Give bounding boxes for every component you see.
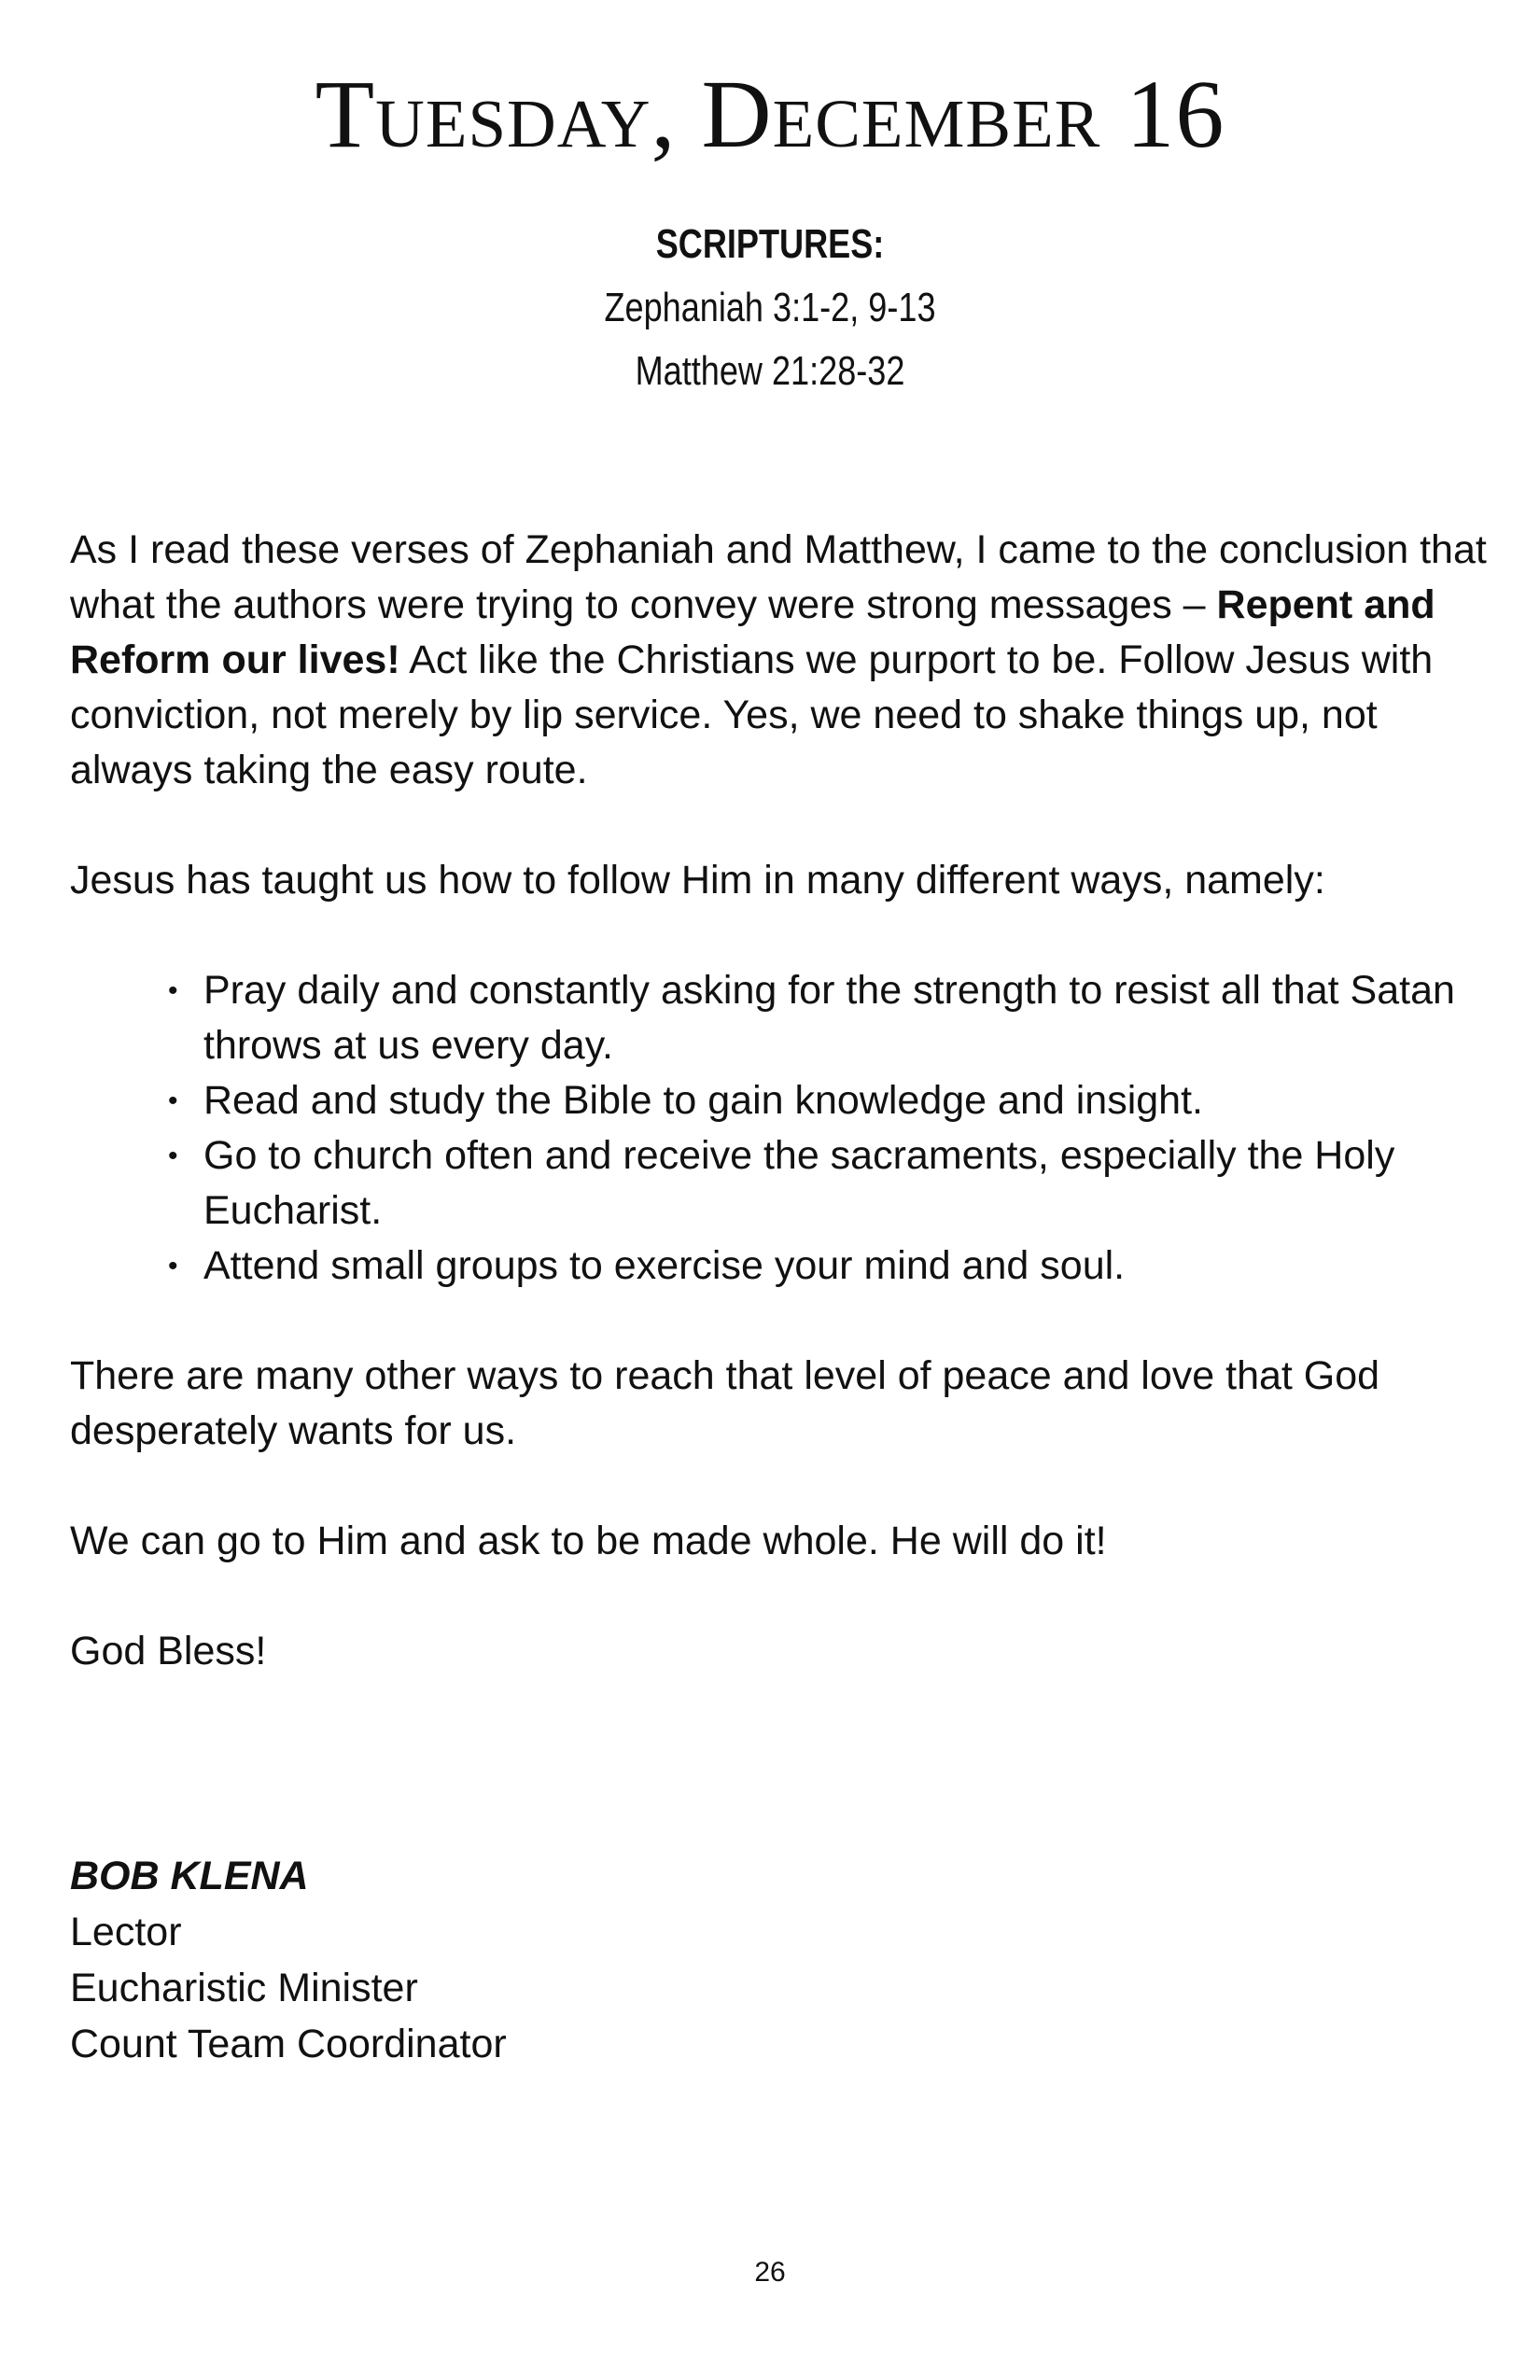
bullet-icon: • bbox=[168, 1141, 178, 1171]
page-title: Tuesday, December 16 bbox=[315, 61, 1225, 168]
list-item bbox=[168, 1239, 1489, 1294]
scripture-reference: Zephaniah 3:1-2, 9-13 bbox=[604, 285, 936, 330]
page-number: 26 bbox=[754, 2257, 786, 2288]
author-signature bbox=[70, 1848, 1489, 2072]
ways-list bbox=[70, 963, 1489, 1294]
author-role: Eucharistic Minister bbox=[70, 1966, 418, 2010]
bullet-icon: • bbox=[168, 1251, 178, 1281]
list-item-text: Pray daily and constantly asking for the strength to resist all that Satan throws at us every day. bbox=[203, 968, 1455, 1068]
author-name: BOB KLENA bbox=[70, 1854, 309, 1898]
closing-blessing: God Bless! bbox=[70, 1629, 267, 1673]
bullet-icon: • bbox=[168, 975, 178, 1006]
list-item bbox=[168, 1128, 1489, 1239]
paragraph-ways-intro: Jesus has taught us how to follow Him in many different ways, namely: bbox=[70, 858, 1325, 903]
list-item-text: Read and study the Bible to gain knowledge and insight. bbox=[203, 1078, 1203, 1123]
paragraph-made-whole: We can go to Him and ask to be made whole. He will do it! bbox=[70, 1519, 1107, 1563]
intro-text: As I read these verses of Zephaniah and Matthew, I came to the conclusion that what the authors were trying to convey were strong messages – bbox=[70, 527, 1487, 627]
list-item-text: Go to church often and receive the sacraments, especially the Holy Eucharist. bbox=[203, 1133, 1395, 1233]
paragraph-intro bbox=[70, 523, 1489, 798]
scriptures-heading: SCRIPTURES: bbox=[655, 221, 885, 267]
intro-text-continued: Act like the Christians we purport to be. Follow Jesus with conviction, not merely by lip service. Yes, we need to shake things up, not always taking the easy route. bbox=[70, 637, 1434, 792]
list-item-text: Attend small groups to exercise your mind and soul. bbox=[203, 1243, 1126, 1288]
author-role: Count Team Coordinator bbox=[70, 2022, 507, 2066]
author-role: Lector bbox=[70, 1910, 182, 1954]
paragraph-other-ways: There are many other ways to reach that level of peace and love that God desperately wants for us. bbox=[70, 1353, 1380, 1453]
emphasis-text: Repent and Reform our lives! bbox=[70, 582, 1435, 682]
list-item bbox=[168, 963, 1489, 1073]
scriptures-block bbox=[0, 213, 1540, 403]
bullet-icon: • bbox=[168, 1085, 178, 1116]
list-item bbox=[168, 1073, 1489, 1128]
reflection-body bbox=[70, 523, 1489, 1734]
scripture-reference: Matthew 21:28-32 bbox=[635, 348, 905, 394]
